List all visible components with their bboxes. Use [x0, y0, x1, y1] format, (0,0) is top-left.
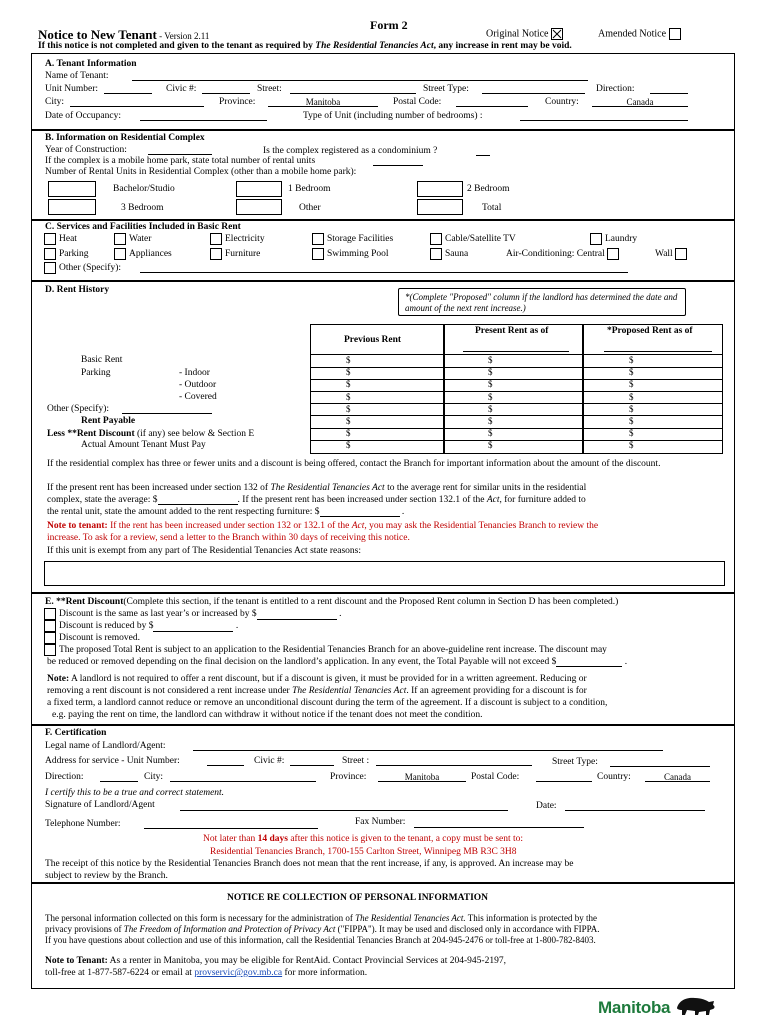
service-city-label: City:: [144, 772, 164, 782]
total-units-label: Total: [482, 203, 502, 213]
proposed-rent-header: *Proposed Rent as of: [607, 326, 693, 336]
section-c-title: C. Services and Facilities Included in Basic Rent: [45, 222, 241, 232]
branch-address: Residential Tenancies Branch, 1700-155 Carlton Street, Winnipeg MB R3C 3H8: [210, 847, 517, 857]
rental-units-label: Number of Rental Units in Residential Complex (other than a mobile home park):: [45, 167, 357, 177]
exempt-label: If this unit is exempt from any part of The Residential Tenancies Act state reasons:: [47, 546, 361, 556]
row-divider: [310, 391, 444, 392]
country-label: Country:: [545, 97, 579, 107]
bed1-input[interactable]: [236, 181, 282, 197]
average-rent-line: complex, state the average: $ . If the present rent has been increased under section 132.1 of the Act, for furniture added to: [47, 495, 586, 505]
row-divider: [444, 428, 583, 429]
proposed-other-amount[interactable]: $: [629, 403, 634, 414]
year-input[interactable]: [148, 145, 212, 155]
row-divider: [444, 440, 583, 441]
row-divider: [310, 415, 444, 416]
cable-checkbox[interactable]: [430, 233, 442, 245]
receipt-note-2: subject to review by the Branch.: [45, 871, 168, 881]
legal-name-input[interactable]: [193, 741, 663, 751]
furniture-checkbox[interactable]: [210, 248, 222, 260]
bed2-input[interactable]: [417, 181, 463, 197]
furniture-option[interactable]: Furniture: [210, 248, 260, 260]
bed1-label: 1 Bedroom: [288, 184, 331, 194]
proposed-basic-amount[interactable]: $: [629, 355, 634, 365]
present-indoor-amount[interactable]: $: [488, 367, 493, 378]
previous-rent-header: Previous Rent: [344, 335, 402, 345]
city-input[interactable]: [70, 97, 204, 107]
bed2-label: 2 Bedroom: [467, 184, 510, 194]
street-type-label: Street Type:: [423, 84, 469, 94]
present-discount-amount[interactable]: $: [488, 428, 493, 439]
furniture-amount-line: the rental unit, state the amount added to the rent respecting furniture: $ .: [47, 507, 405, 517]
service-province-input[interactable]: Manitoba: [378, 772, 466, 782]
privacy-p3: If you have questions about collection and use of this information, call the Residential Tenancies Branch at 204-945-2476 or toll-free at 1-800-782-8403.: [45, 935, 596, 945]
tenant-name-input[interactable]: [132, 71, 588, 81]
logo-wordmark: Manitoba: [598, 998, 671, 1017]
province-input[interactable]: Manitoba: [268, 97, 378, 107]
check-x-icon: [551, 28, 563, 40]
cable-option[interactable]: Cable/Satellite TV: [430, 233, 516, 245]
present-covered-amount[interactable]: $: [488, 391, 493, 402]
other-units-input[interactable]: [236, 199, 282, 215]
discount-agi-option[interactable]: The proposed Total Rent is subject to an application to the Residential Tenancies Branch for an above-guideline rent increase. The discount may: [44, 644, 607, 656]
furniture-amount-input[interactable]: [320, 507, 400, 517]
row-divider: [444, 367, 583, 368]
row-divider: [310, 403, 444, 404]
other-service-input[interactable]: [140, 263, 628, 273]
present-other-amount[interactable]: $: [488, 403, 493, 414]
proposed-indoor-amount[interactable]: $: [629, 367, 634, 378]
heat-option[interactable]: Heat: [44, 233, 77, 245]
legal-name-label: Legal name of Landlord/Agent:: [45, 741, 166, 751]
postal-label: Postal Code:: [393, 97, 442, 107]
occupancy-label: Date of Occupancy:: [45, 111, 121, 121]
service-unit-label: Address for service - Unit Number:: [45, 756, 180, 766]
civic-input[interactable]: [202, 84, 250, 94]
email-link[interactable]: provservic@gov.mb.ca: [194, 968, 283, 978]
discount-agi-checkbox[interactable]: [44, 644, 56, 656]
ac-wall-option[interactable]: Wall: [655, 248, 690, 260]
discount-same-checkbox[interactable]: [44, 608, 56, 620]
row-divider: [583, 403, 723, 404]
discount-removed-option[interactable]: Discount is removed.: [44, 632, 140, 644]
appliances-option[interactable]: Appliances: [114, 248, 172, 260]
discount-note-1: Note: A landlord is not required to offer a rent discount, but if a discount is given, it must be provided for in a written agreement. Reducing or: [47, 674, 587, 684]
condo-input[interactable]: [476, 146, 490, 156]
rent-discount-label: Less **Rent Discount (if any) see below & Section E: [47, 429, 255, 439]
original-notice[interactable]: [486, 28, 566, 40]
pool-checkbox[interactable]: [312, 248, 324, 260]
present-rent-header: Present Rent as of: [475, 326, 549, 336]
previous-indoor-amount[interactable]: $: [346, 367, 351, 378]
average-rent-input[interactable]: [158, 495, 238, 505]
row-divider: [583, 367, 723, 368]
previous-other-amount[interactable]: $: [346, 403, 351, 414]
section-e-title: E. **Rent Discount(Complete this section, if the tenant is entitled to a rent discount and the Proposed Rent column in Section D has been completed.): [45, 597, 619, 607]
indoor-label: - Indoor: [179, 368, 210, 378]
original-notice-checkbox[interactable]: [551, 28, 563, 40]
discount-reduced-option[interactable]: Discount is reduced by $ .: [44, 620, 238, 632]
water-option[interactable]: Water: [114, 233, 151, 245]
privacy-p1: The personal information collected on this form is necessary for the administration of The Residential Tenancies Act. This information is protected by the: [45, 913, 597, 923]
service-civic-input[interactable]: [290, 756, 334, 766]
occupancy-input[interactable]: [140, 111, 267, 121]
row-divider: [310, 428, 444, 429]
civic-label: Civic #:: [166, 84, 197, 94]
previous-basic-amount[interactable]: $: [346, 355, 351, 365]
rent-payable-label: Rent Payable: [81, 416, 136, 426]
bed3-label: 3 Bedroom: [121, 203, 164, 213]
proposed-payable-amount[interactable]: $: [629, 416, 634, 426]
mobile-label: If the complex is a mobile home park, state total number of rental units: [45, 156, 316, 166]
service-country-input[interactable]: Canada: [645, 772, 710, 782]
previous-covered-amount[interactable]: $: [346, 391, 351, 402]
actual-amount-label: Actual Amount Tenant Must Pay: [81, 440, 206, 450]
row-divider: [583, 428, 723, 429]
section-b-title: B. Information on Residential Complex: [45, 133, 205, 143]
bachelor-input[interactable]: [48, 181, 96, 197]
street-label: Street:: [257, 84, 282, 94]
note-to-tenant-2: increase. To ask for a review, send a letter to the Branch within 30 days of receiving this notice.: [47, 533, 410, 543]
direction-label: Direction:: [596, 84, 635, 94]
water-checkbox[interactable]: [114, 233, 126, 245]
proposed-rent-date[interactable]: [604, 342, 712, 352]
exempt-reasons-input[interactable]: [44, 561, 725, 586]
service-street-label: Street :: [342, 756, 370, 766]
service-street-type-input[interactable]: [610, 757, 710, 767]
storage-checkbox[interactable]: [312, 233, 324, 245]
proposed-actual-amount[interactable]: $: [629, 440, 634, 451]
previous-discount-amount[interactable]: $: [346, 428, 351, 439]
telephone-label: Telephone Number:: [45, 819, 121, 829]
row-divider: [310, 367, 444, 368]
unit-type-input[interactable]: [520, 111, 688, 121]
appliances-checkbox[interactable]: [114, 248, 126, 260]
previous-actual-amount[interactable]: $: [346, 440, 351, 451]
row-divider: [444, 391, 583, 392]
amended-notice-label: Amended Notice: [598, 28, 667, 40]
signature-label: Signature of Landlord/Agent: [45, 800, 155, 810]
discount-note-4: e.g. paying the rent on time, the landlord can withdraw it without notice if the tenant does not meet the condition.: [52, 710, 483, 720]
direction-input[interactable]: [650, 84, 688, 94]
bison-icon: [673, 994, 717, 1016]
ac-wall-checkbox[interactable]: [675, 248, 687, 260]
original-notice-label: Original Notice: [486, 28, 549, 40]
amended-notice[interactable]: [598, 28, 684, 40]
telephone-input[interactable]: [144, 819, 318, 829]
section-132-note: If the present rent has been increased under section 132 of The Residential Tenancies Act to the average rent for similar units in the residential: [47, 483, 587, 493]
service-country-label: Country:: [597, 772, 631, 782]
form-number: Form 2: [370, 18, 408, 32]
present-payable-amount[interactable]: $: [488, 416, 493, 426]
proposed-outdoor-amount[interactable]: $: [629, 379, 634, 390]
ac-option: Air-Conditioning: Central: [506, 248, 622, 260]
privacy-title: NOTICE RE COLLECTION OF PERSONAL INFORMATION: [227, 893, 489, 903]
version-text: - Version 2.11: [159, 31, 210, 41]
tenant-name-label: Name of Tenant:: [45, 71, 109, 81]
other-rent-label: Other (Specify):: [47, 404, 109, 414]
discount-note-3: a fixed term, a landlord cannot reduce or remove an unconditional discount during the term of the agreement. If a discount is subject to a condition,: [47, 698, 608, 708]
row-divider: [583, 391, 723, 392]
proposed-covered-amount[interactable]: $: [629, 391, 634, 402]
date-input[interactable]: [565, 801, 705, 811]
postal-input[interactable]: [456, 97, 528, 107]
electricity-option[interactable]: Electricity: [210, 233, 265, 245]
mobile-input[interactable]: [373, 156, 423, 166]
bachelor-label: Bachelor/Studio: [113, 184, 175, 194]
parking-checkbox[interactable]: [44, 248, 56, 260]
row-divider: [444, 403, 583, 404]
section-d-title: D. Rent History: [45, 285, 110, 295]
present-basic-amount[interactable]: $: [488, 355, 493, 365]
row-divider: [310, 440, 444, 441]
service-unit-input[interactable]: [207, 756, 244, 766]
sauna-checkbox[interactable]: [430, 248, 442, 260]
privacy-p2: privacy provisions of The Freedom of Information and Protection of Privacy Act ("FIPPA"). It may be used and disclosed only in accordance with FIPPA.: [45, 924, 600, 934]
proposed-note: *(Complete "Proposed" column if the landlord has determined the date and amount of the next rent increase.): [398, 288, 686, 316]
condo-label: Is the complex registered as a condominium ?: [263, 146, 438, 156]
present-rent-date[interactable]: [463, 342, 569, 352]
note-to-tenant: Note to tenant: If the rent has been increased under section 132 or 132.1 of the Act, you may ask the Residential Tenancies Branch to review the: [47, 521, 599, 531]
service-direction-input[interactable]: [100, 772, 138, 782]
discount-agi-line2: be reduced or removed depending on the final decision on the landlord’s application. In any event, the Total Payable will not exceed $ .: [47, 657, 628, 667]
sauna-option[interactable]: Sauna: [430, 248, 468, 260]
service-city-input[interactable]: [170, 772, 316, 782]
bed3-input[interactable]: [48, 199, 96, 215]
row-divider: [583, 379, 723, 380]
previous-payable-amount[interactable]: $: [346, 416, 351, 426]
laundry-option[interactable]: Laundry: [590, 233, 637, 245]
total-units-input[interactable]: [417, 199, 463, 215]
date-label: Date:: [536, 801, 557, 811]
street-type-input[interactable]: [482, 84, 585, 94]
manitoba-logo: [598, 994, 717, 1018]
service-postal-input[interactable]: [536, 772, 592, 782]
other-service-option[interactable]: Other (Specify):: [44, 262, 121, 274]
title-text: Notice to New Tenant: [38, 27, 157, 42]
fax-label: Fax Number:: [355, 817, 406, 827]
other-rent-input[interactable]: [122, 404, 212, 414]
section-f-title: F. Certification: [45, 728, 107, 738]
street-input[interactable]: [290, 84, 416, 94]
laundry-checkbox[interactable]: [590, 233, 602, 245]
present-actual-amount[interactable]: $: [488, 440, 493, 451]
row-divider: [583, 440, 723, 441]
country-input[interactable]: Canada: [592, 97, 688, 107]
row-divider: [444, 379, 583, 380]
other-service-checkbox[interactable]: [44, 262, 56, 274]
discount-same-option[interactable]: Discount is the same as last year’s or increased by $ .: [44, 608, 341, 620]
service-street-input[interactable]: [376, 756, 532, 766]
service-postal-label: Postal Code:: [471, 772, 520, 782]
discount-note-2: removing a rent discount is not considered a rent increase under The Residential Tenancies Act. If an agreement providing for a discount is for: [47, 686, 587, 696]
parking-option[interactable]: Parking: [44, 248, 89, 260]
section-a-title: A. Tenant Information: [45, 59, 137, 69]
discount-increase-input[interactable]: [257, 610, 337, 620]
service-direction-label: Direction:: [45, 772, 84, 782]
rentaid-note-2: toll-free at 1-877-587-6224 or email at provservic@gov.mb.ca for more information.: [45, 968, 368, 978]
discount-reduced-input[interactable]: [153, 622, 233, 632]
present-outdoor-amount[interactable]: $: [488, 379, 493, 390]
total-payable-max-input[interactable]: [556, 657, 622, 667]
void-warning: If this notice is not completed and given to the tenant as required by The Residential Tenancies Act, any increase in rent may be void.: [38, 41, 572, 51]
row-divider: [444, 415, 583, 416]
service-province-label: Province:: [330, 772, 367, 782]
small-complex-note: If the residential complex has three or fewer units and a discount is being offered, contact the Branch for important information about the amount of the discount.: [47, 459, 661, 469]
certify-statement: I certify this to be a true and correct statement.: [45, 788, 225, 798]
signature-input[interactable]: [180, 801, 508, 811]
unit-number-label: Unit Number:: [45, 84, 99, 94]
unit-type-label: Type of Unit (including number of bedrooms) :: [303, 111, 483, 121]
discount-reduced-checkbox[interactable]: [44, 620, 56, 632]
pool-option[interactable]: Swimming Pool: [312, 248, 389, 260]
electricity-checkbox[interactable]: [210, 233, 222, 245]
outdoor-label: - Outdoor: [179, 380, 217, 390]
amended-notice-checkbox[interactable]: [669, 28, 681, 40]
row-divider: [583, 415, 723, 416]
service-civic-label: Civic #:: [254, 756, 285, 766]
unit-number-input[interactable]: [104, 84, 152, 94]
heat-checkbox[interactable]: [44, 233, 56, 245]
deadline-notice: Not later than 14 days after this notice is given to the tenant, a copy must be sent to:: [203, 834, 524, 844]
fax-input[interactable]: [414, 818, 584, 828]
table-header-divider: [310, 354, 723, 355]
other-units-label: Other: [299, 203, 321, 213]
city-label: City:: [45, 97, 65, 107]
rentaid-note-1: Note to Tenant: As a renter in Manitoba, you may be eligible for RentAid. Contact Provincial Services at 204-945-2197,: [45, 956, 506, 966]
discount-removed-checkbox[interactable]: [44, 632, 56, 644]
row-divider: [310, 379, 444, 380]
proposed-discount-amount[interactable]: $: [629, 428, 634, 439]
receipt-note-1: The receipt of this notice by the Residential Tenancies Branch does not mean that the rent increase, if any, is approved. An increase may be: [45, 859, 574, 869]
parking-rent-label: Parking: [81, 368, 111, 378]
covered-label: - Covered: [179, 392, 217, 402]
province-label: Province:: [219, 97, 256, 107]
previous-outdoor-amount[interactable]: $: [346, 379, 351, 390]
service-street-type-label: Street Type:: [552, 757, 598, 767]
year-label: Year of Construction:: [45, 145, 127, 155]
storage-option[interactable]: Storage Facilities: [312, 233, 393, 245]
ac-central-checkbox[interactable]: [607, 248, 619, 260]
basic-rent-label: Basic Rent: [81, 355, 123, 365]
